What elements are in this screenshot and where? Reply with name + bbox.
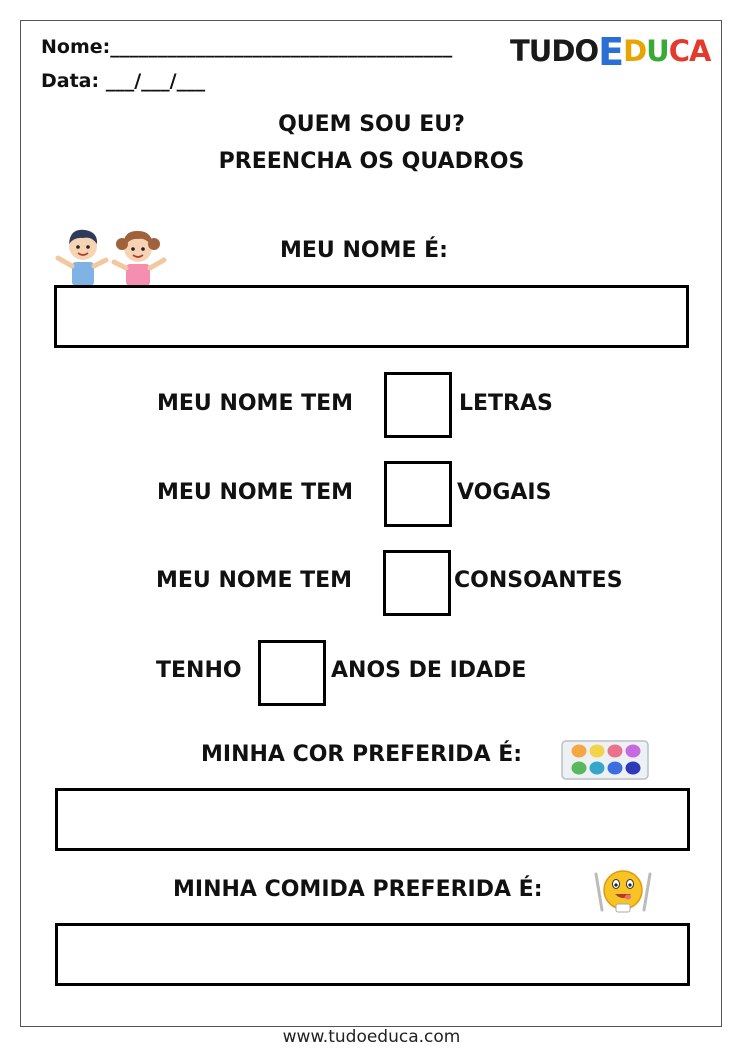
letters-suffix-label: LETRAS (459, 391, 553, 416)
footer-url[interactable]: www.tudoeduca.com (282, 1027, 461, 1047)
paint-well (626, 762, 641, 775)
consonants-count-box[interactable] (383, 550, 451, 616)
name-line-label: Nome:____________________________________ (41, 36, 453, 58)
logo-letter: E (598, 30, 624, 74)
logo-letter: D (623, 34, 647, 68)
paint-well (572, 745, 587, 758)
paint-well (572, 762, 587, 775)
paint-well (590, 762, 605, 775)
logo-letter: C (668, 34, 689, 68)
age-prefix-label: TENHO (156, 658, 242, 683)
kids-waving-icon (52, 222, 174, 286)
age-box[interactable] (258, 640, 326, 706)
consonants-prefix-label: MEU NOME TEM (156, 568, 353, 593)
paint-well (626, 745, 641, 758)
consonants-suffix-label: CONSOANTES (454, 568, 623, 593)
name-question-label: MEU NOME É: (280, 238, 448, 263)
paint-well (590, 745, 605, 758)
age-suffix-label: ANOS DE IDADE (331, 658, 527, 683)
date-line-label: Data: ___/___/___ (41, 70, 206, 92)
letters-count-box[interactable] (384, 372, 452, 438)
logo-letter: O (574, 34, 599, 68)
worksheet-title: QUEM SOU EU? (278, 112, 465, 137)
logo-letter: U (528, 34, 552, 68)
worksheet-subtitle: PREENCHA OS QUADROS (218, 149, 525, 174)
hungry-emoji-icon (588, 866, 658, 916)
color-answer-box[interactable] (55, 788, 690, 851)
logo-letter: T (510, 34, 529, 68)
watercolor-palette-icon (560, 738, 650, 782)
paint-well (608, 745, 623, 758)
paint-well (608, 762, 623, 775)
vowels-prefix-label: MEU NOME TEM (157, 480, 354, 505)
name-answer-box[interactable] (54, 285, 689, 348)
letters-prefix-label: MEU NOME TEM (157, 391, 354, 416)
logo-letter: U (646, 34, 669, 68)
tudoeduca-logo (510, 26, 711, 74)
color-question-label: MINHA COR PREFERIDA É: (201, 742, 523, 767)
food-answer-box[interactable] (55, 923, 690, 986)
food-question-label: MINHA COMIDA PREFERIDA É: (173, 877, 543, 902)
logo-letter: D (551, 34, 575, 68)
vowels-count-box[interactable] (384, 461, 452, 527)
logo-letter: A (689, 34, 711, 68)
vowels-suffix-label: VOGAIS (457, 480, 552, 505)
